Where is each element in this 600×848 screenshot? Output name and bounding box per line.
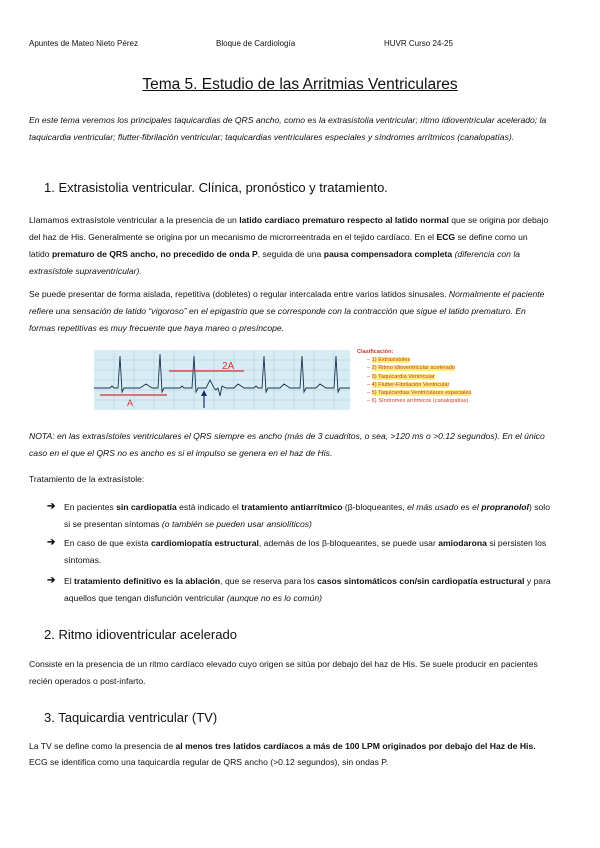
- section1-paragraph2: Se puede presentar de forma aislada, repetitiva (dobletes) o regular intercalada entre varios latidos sinusales. Normalmente el paciente refiere una sensación de latido “vigoroso” en el epigastrio que se corresponde con la contracción que sigue el latido prematuro. En formas repetitivas es muy frecuente que haya mareo o presíncope.: [29, 289, 545, 333]
- intro-paragraph: En este tema veremos los principales taquicardias de QRS ancho, como es la extrasistolia ventricular; ritmo idioventricular acelerado; la taquicardia ventricular; flutter-fibrilación ventricular; taquicardias ventriculares especiales y síndromes arrítmicos (canalopatías).: [29, 115, 547, 142]
- section2-heading: 2. Ritmo idioventricular acelerado: [44, 627, 237, 642]
- treatment-label: Tratamiento de la extrasístole:: [29, 474, 145, 484]
- header-author: Apuntes de Mateo Nieto Pérez: [29, 39, 138, 48]
- section3-heading: 3. Taquicardia ventricular (TV): [44, 710, 218, 725]
- legend-item: 1) Extrasístoles: [371, 357, 411, 364]
- section1-paragraph1: Llamamos extrasístole ventricular a la presencia de un latido cardiaco prematuro respecto al latido normal que se origina por debajo del haz de His. Generalmente se origina por un mecanismo de microrreentrada en el tejido cardíaco. En el ECG se define como un latido prematuro de QRS ancho, no precedido de onda P, seguida de una pausa compensadora completa (diferencia con la extrasístole supraventricular).: [29, 215, 549, 276]
- legend-title: Clasificación:: [357, 349, 394, 355]
- page-title: Tema 5. Estudio de las Arritmias Ventriculares: [142, 76, 458, 93]
- note-paragraph: NOTA: en las extrasístoles ventriculares el QRS siempre es ancho (más de 3 cuadritos, o sea, >120 ms o >0.12 segundos). En el único caso en el que el QRS no es ancho es si el impulso se genera en el haz de His.: [29, 431, 545, 458]
- legend-item: 3) Taquicardia Ventricular: [371, 373, 435, 380]
- ecg-label-a: A: [127, 398, 134, 408]
- section2-paragraph: Consiste en la presencia de un ritmo cardíaco elevado cuyo origen se sitúa por debajo del haz de His. Se suele producir en pacientes recién operados o post-infarto.: [29, 659, 538, 686]
- section1-heading: 1. Extrasistolia ventricular. Clínica, pronóstico y tratamiento.: [44, 180, 388, 195]
- legend-item: 4) Flutter-Fibrilación Ventricular: [371, 381, 450, 388]
- legend-item: 5) Taquicardias Ventriculares especiales: [371, 390, 472, 397]
- legend-item: 6) Síndromes arrítmicos (canalopatías): [371, 398, 469, 405]
- header-block: Bloque de Cardiología: [216, 39, 296, 48]
- ecg-label-2a: 2A: [222, 361, 235, 372]
- ecg-figure: [94, 350, 350, 410]
- header-course: HUVR Curso 24-25: [384, 39, 453, 48]
- legend-item: 2) Ritmo idioventricular acelerado: [371, 365, 455, 372]
- arrow-right-icon: ➔: [47, 537, 56, 548]
- classification-legend: Clasificación: – 1) Extrasístoles – 2) Ritmo idioventricular acelerado – 3) Taquicardia Ventricular – 4) Flutter-Fibrilación Ventricular – 5) Taquicardias Ventriculares especiales – 6) Síndromes arrítmicos (canalopatías): [357, 348, 497, 405]
- arrow-right-icon: ➔: [47, 575, 56, 586]
- section3-paragraph: La TV se define como la presencia de al menos tres latidos cardíacos a más de 100 LPM originados por debajo del Haz de His. ECG se identifica como una taquicardia regular de QRS ancho (>0.12 segundos), sin ondas P.: [29, 741, 536, 767]
- arrow-right-icon: ➔: [47, 501, 56, 512]
